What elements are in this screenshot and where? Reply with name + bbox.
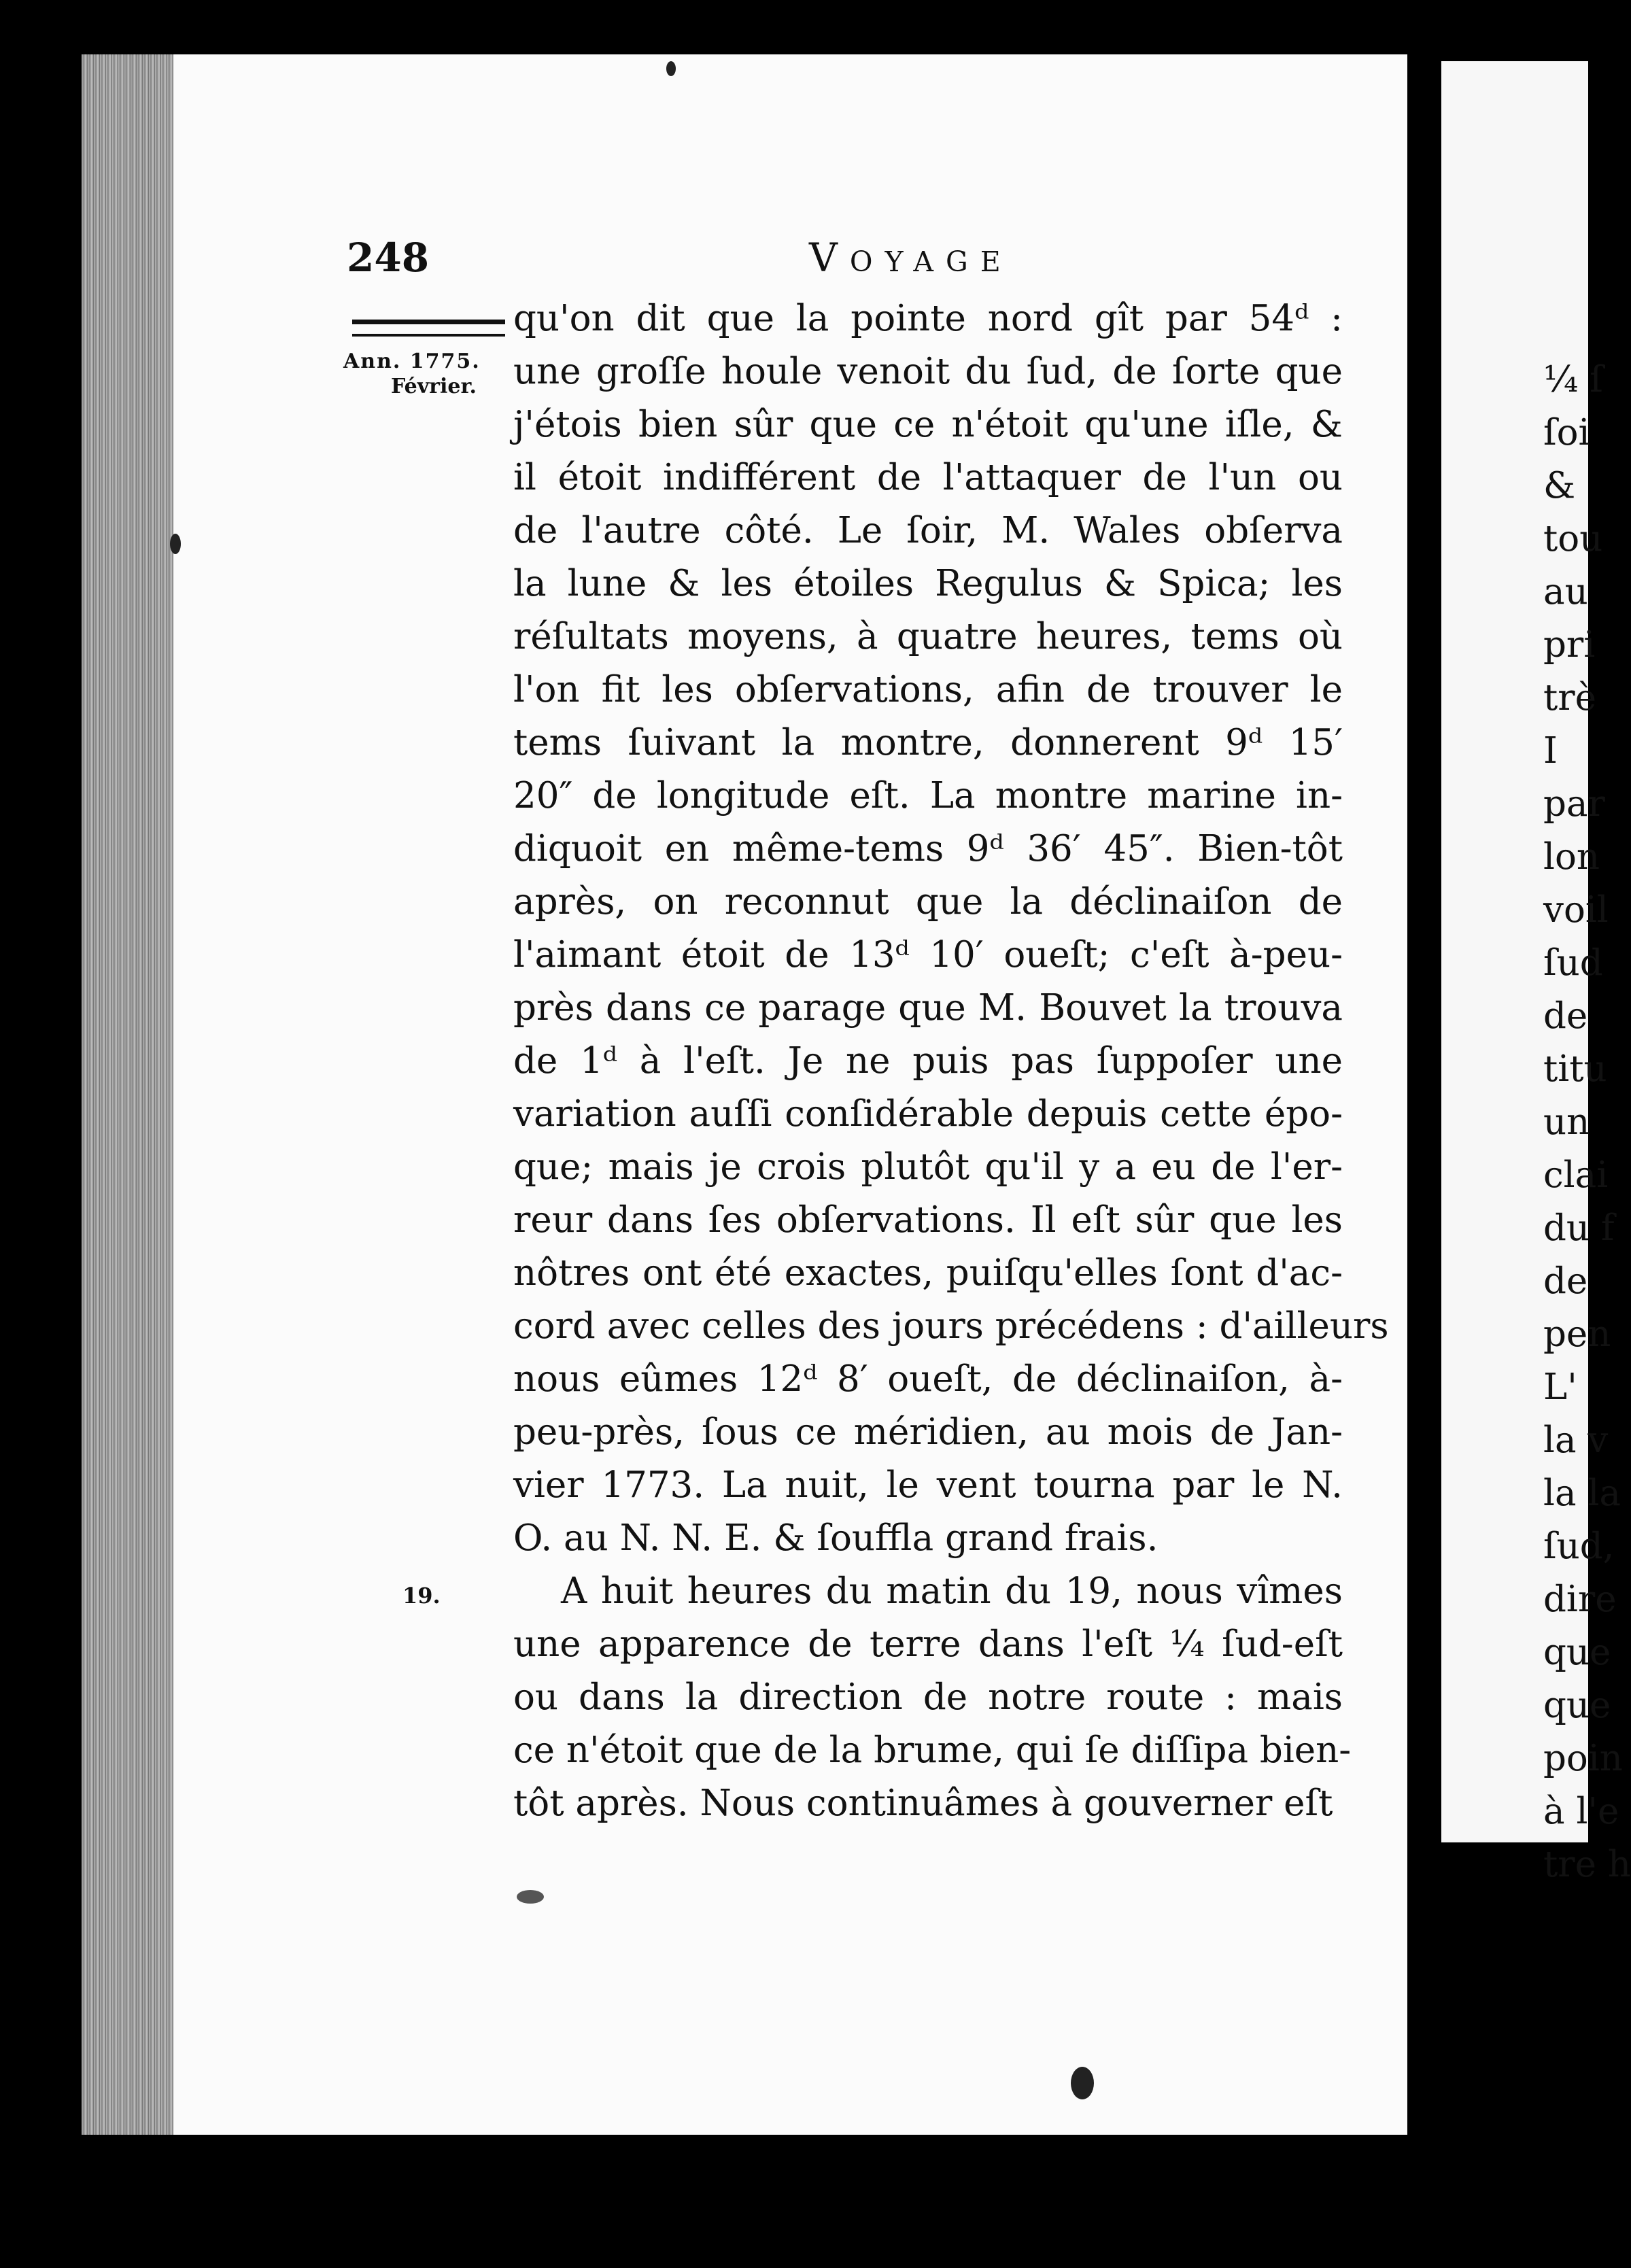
right-page-line: que <box>1543 1632 1611 1673</box>
right-page-line: du f <box>1543 1207 1615 1249</box>
margin-year: Ann. 1775. <box>343 349 481 373</box>
text-line: O. au N. N. E. & ſouffla grand frais. <box>513 1517 1158 1559</box>
right-page-line: clai <box>1543 1154 1609 1196</box>
right-page-line: de <box>1543 995 1588 1037</box>
text-line: après, on reconnut que la déclinaiſon de <box>513 881 1343 923</box>
right-page-line: tou <box>1543 518 1603 560</box>
running-head: Voyage <box>809 235 1013 281</box>
text-line: la lune & les étoiles Regulus & Spica; les <box>513 563 1343 604</box>
right-page-line: I <box>1543 730 1558 772</box>
text-line: j'étois bien sûr que ce n'étoit qu'une iſle, & <box>513 404 1343 445</box>
page-number: 248 <box>347 235 430 281</box>
right-page-line: trè <box>1543 677 1596 719</box>
text-line: près dans ce parage que M. Bouvet la trouva <box>513 987 1343 1029</box>
right-page-line: au <box>1543 571 1588 613</box>
text-line: A huit heures du matin du 19, nous vîmes <box>561 1570 1343 1612</box>
right-page-line: titu <box>1543 1048 1607 1090</box>
text-line: l'on fit les obſervations, afin de trouver le <box>513 669 1343 710</box>
margin-day: 19. <box>402 1583 441 1609</box>
right-page-line: pri <box>1543 624 1596 666</box>
right-page-line: voil <box>1543 889 1609 931</box>
right-page-line: ſoi <box>1543 412 1590 453</box>
scan-speck <box>517 1890 544 1904</box>
right-page-line: que <box>1543 1685 1611 1726</box>
right-page-line: de <box>1543 1260 1588 1302</box>
text-line: nous eûmes 12ᵈ 8′ oueſt, de déclinaiſon, à- <box>513 1358 1343 1400</box>
scan-speck <box>170 534 181 554</box>
right-page-line: la la <box>1543 1473 1621 1514</box>
text-line: réſultats moyens, à quatre heures, tems où <box>513 616 1343 657</box>
text-line: cord avec celles des jours précédens : d'ailleurs <box>513 1305 1389 1347</box>
right-page-line: ¼ ſ <box>1543 359 1603 400</box>
text-line: ce n'étoit que de la brume, qui ſe diſſipa bien- <box>513 1730 1352 1771</box>
text-line: reur dans ſes obſervations. Il eſt sûr que les <box>513 1199 1343 1241</box>
right-page-line: dire <box>1543 1579 1617 1620</box>
text-line: vier 1773. La nuit, le vent tourna par le N. <box>513 1464 1343 1506</box>
text-line: une groſſe houle venoit du ſud, de ſorte que <box>513 351 1343 392</box>
right-page-line: L' <box>1543 1367 1577 1408</box>
right-page-line: ſud, <box>1543 1526 1615 1567</box>
text-line: de l'autre côté. Le ſoir, M. Wales obſerva <box>513 510 1343 551</box>
text-line: tôt après. Nous continuâmes à gouverner eſt <box>513 1783 1333 1824</box>
header-rule <box>352 320 505 337</box>
text-line: diquoit en même-tems 9ᵈ 36′ 45″. Bien-tôt <box>513 828 1343 870</box>
text-line: qu'on dit que la pointe nord gît par 54ᵈ : <box>513 298 1343 339</box>
scan-speck <box>666 61 676 76</box>
right-page-edge <box>1441 61 1631 1885</box>
text-line: nôtres ont été exactes, puiſqu'elles ſont d'ac- <box>513 1252 1343 1294</box>
text-line: ou dans la direction de notre route : mais <box>513 1677 1343 1718</box>
right-page-line: ſud <box>1543 942 1603 984</box>
right-page-line: un <box>1543 1101 1590 1143</box>
right-page-line: pen <box>1543 1313 1611 1355</box>
text-line: une apparence de terre dans l'eſt ¼ ſud-eſt <box>513 1623 1343 1665</box>
right-page-line: à l'e <box>1543 1791 1619 1832</box>
text-line: de 1ᵈ à l'eſt. Je ne puis pas ſuppoſer une <box>513 1040 1343 1082</box>
margin-month: Février. <box>391 375 477 398</box>
text-line: peu-près, ſous ce méridien, au mois de Jan- <box>513 1411 1343 1453</box>
body-text <box>513 292 1389 1830</box>
text-line: que; mais je crois plutôt qu'il y a eu de l'er- <box>513 1146 1343 1188</box>
right-page-text <box>1543 354 1631 1891</box>
text-line: 20″ de longitude eſt. La montre marine in- <box>513 775 1343 817</box>
text-line: tems ſuivant la montre, donnerent 9ᵈ 15′ <box>513 722 1343 763</box>
right-page-line: par <box>1543 783 1605 825</box>
right-page-line: & <box>1543 465 1576 506</box>
right-page-line: la v <box>1543 1420 1609 1461</box>
book-gutter <box>82 54 177 2135</box>
text-line: l'aimant étoit de 13ᵈ 10′ oueſt; c'eſt à-peu- <box>513 934 1343 976</box>
right-page-line: poin <box>1543 1738 1623 1779</box>
right-page-line: lon <box>1543 836 1600 878</box>
text-line: variation auſſi conſidérable depuis cette épo- <box>513 1093 1343 1135</box>
right-page-line: tre h <box>1543 1844 1631 1885</box>
scan-speck <box>1071 2067 1094 2099</box>
text-line: il étoit indifférent de l'attaquer de l'un ou <box>513 457 1343 498</box>
